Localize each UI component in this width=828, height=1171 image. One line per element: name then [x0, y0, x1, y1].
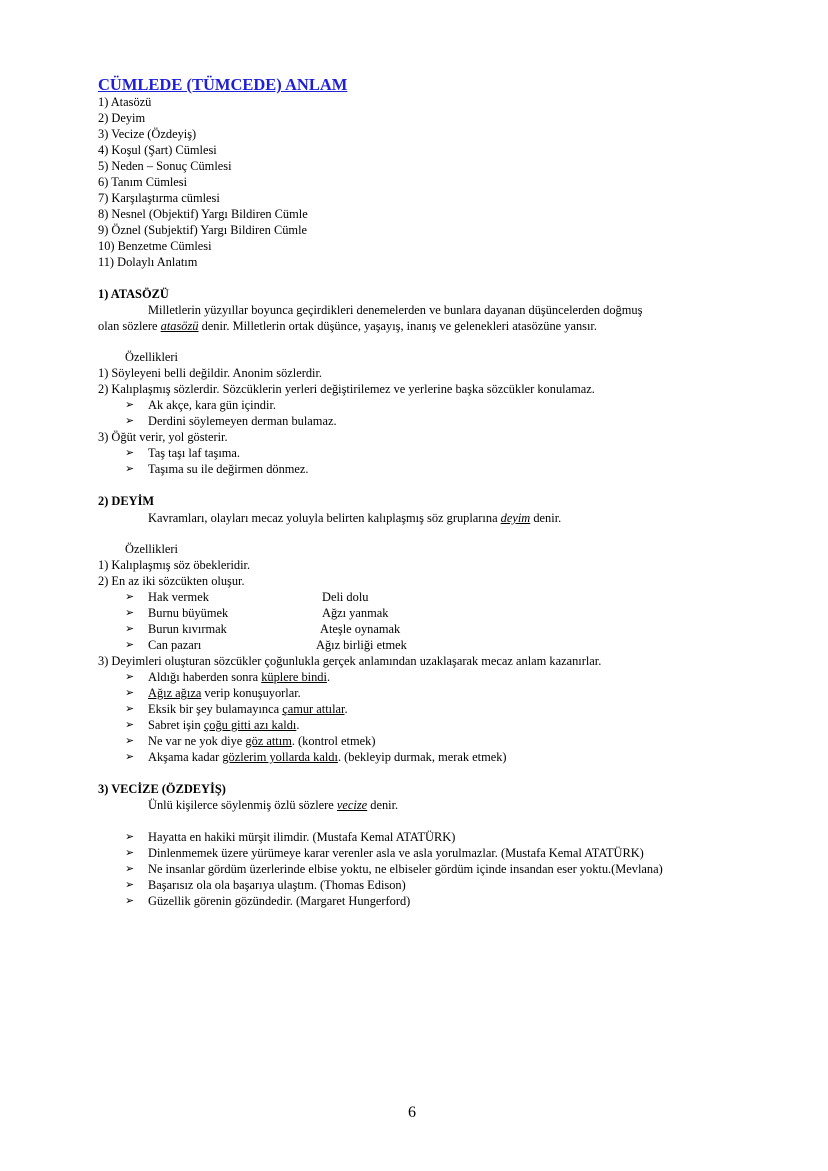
toc-item: 6) Tanım Cümlesi — [98, 175, 188, 189]
text: olan sözlere — [98, 319, 161, 333]
example-item: Taşıma su ile değirmen dönmez. — [148, 462, 309, 476]
toc-item: 2) Deyim — [98, 111, 146, 125]
example-item: Derdini söylemeyen derman bulamaz. — [148, 414, 337, 428]
text: Aldığı haberden sonra — [148, 670, 262, 684]
section-heading-deyim: 2) DEYİM — [98, 494, 155, 508]
section-heading-vecize: 3) VECİZE (ÖZDEYİŞ) — [98, 782, 226, 796]
toc-item: 3) Vecize (Özdeyiş) — [98, 127, 197, 141]
text: Kavramları, olayları mecaz yoluyla belirten kalıplaşmış söz gruplarına — [148, 511, 501, 525]
toc-item: 4) Koşul (Şart) Cümlesi — [98, 143, 217, 157]
example-item: Ak akçe, kara gün içindir. — [148, 398, 276, 412]
bullet-arrow-icon: ➢ — [125, 447, 135, 459]
text: Sabret işin — [148, 718, 204, 732]
feature-item: 3) Deyimleri oluşturan sözcükler çoğunlukla gerçek anlamından uzaklaşarak mecaz anlam kazanırlar. — [98, 654, 602, 668]
bullet-arrow-icon: ➢ — [125, 399, 135, 411]
section-heading-atasozu: 1) ATASÖZÜ — [98, 287, 169, 301]
page-number: 6 — [408, 1104, 416, 1121]
idiom-sentence — [148, 750, 507, 765]
feature-item: 2) En az iki sözcükten oluşur. — [98, 574, 245, 588]
quote-item: Dinlenmemek üzere yürümeye karar verenler asla ve asla yorulmazlar. (Mustafa Kemal ATATÜRK) — [148, 846, 644, 860]
idiom-sentence — [148, 718, 299, 733]
feature-item: 1) Söyleyeni belli değildir. Anonim sözlerdir. — [98, 366, 323, 380]
text: denir. — [530, 511, 562, 525]
bullet-arrow-icon: ➢ — [125, 607, 135, 619]
bullet-arrow-icon: ➢ — [125, 879, 135, 891]
text: Eksik bir şey bulamayınca — [148, 702, 283, 716]
bullet-arrow-icon: ➢ — [125, 671, 135, 683]
vecize-definition — [148, 798, 398, 813]
bullet-arrow-icon: ➢ — [125, 735, 135, 747]
text: Ne var ne yok diye — [148, 734, 246, 748]
deyim-definition — [148, 511, 561, 526]
quote-item: Başarısız ola ola başarıya ulaştım. (Thomas Edison) — [148, 878, 406, 892]
toc-item: 5) Neden – Sonuç Cümlesi — [98, 159, 232, 173]
bullet-arrow-icon: ➢ — [125, 415, 135, 427]
feature-item: 1) Kalıplaşmış söz öbekleridir. — [98, 558, 251, 572]
bullet-arrow-icon: ➢ — [125, 719, 135, 731]
term-atasozu: atasözü — [160, 319, 199, 333]
quote-item: Hayatta en hakiki mürşit ilimdir. (Mustafa Kemal ATATÜRK) — [148, 830, 456, 844]
page-title: CÜMLEDE (TÜMCEDE) ANLAM — [98, 75, 348, 94]
bullet-arrow-icon: ➢ — [125, 895, 135, 907]
bullet-arrow-icon: ➢ — [125, 703, 135, 715]
idiom-example: Burnu büyümek — [148, 606, 229, 620]
bullet-arrow-icon: ➢ — [125, 639, 135, 651]
underlined-idiom: çoğu gitti azı kaldı — [203, 718, 297, 732]
bullet-arrow-icon: ➢ — [125, 863, 135, 875]
feature-item: 2) Kalıplaşmış sözlerdir. Sözcüklerin yerleri değiştirilemez ve yerlerine başka sözcükler konulamaz. — [98, 382, 595, 396]
underlined-idiom: çamur attılar — [282, 702, 345, 716]
bullet-arrow-icon: ➢ — [125, 623, 135, 635]
idiom-example: Burun kıvırmak — [148, 622, 227, 636]
idiom-example: Ateşle oynamak — [320, 622, 401, 636]
text: denir. Milletlerin ortak düşünce, yaşayış, inanış ve gelenekleri atasözüne yansır. — [198, 319, 597, 333]
text: . — [326, 670, 331, 684]
features-label: Özellikleri — [125, 350, 178, 364]
bullet-arrow-icon: ➢ — [125, 847, 135, 859]
atasozu-definition-line1: Milletlerin yüzyıllar boyunca geçirdikleri denemelerden ve bunlara dayanan düşüncelerden doğmuş — [148, 303, 643, 317]
example-item: Taş taşı laf taşıma. — [148, 446, 241, 460]
text: verip konuşuyorlar. — [201, 686, 301, 700]
toc-item: 10) Benzetme Cümlesi — [98, 239, 212, 253]
text: . — [344, 702, 348, 716]
underlined-idiom: gözlerim yollarda kaldı — [222, 750, 338, 764]
toc-item: 7) Karşılaştırma cümlesi — [98, 191, 220, 205]
underlined-idiom: göz attım — [245, 734, 292, 748]
text: . (bekleyip durmak, merak etmek) — [337, 750, 507, 764]
text: . — [296, 718, 300, 732]
text: Ünlü kişilerce söylenmiş özlü sözlere — [148, 798, 337, 812]
idiom-sentence — [148, 686, 301, 701]
toc-item: 1) Atasözü — [98, 95, 152, 109]
underlined-idiom: Ağız ağıza — [148, 686, 202, 700]
idiom-example: Ağız birliği etmek — [316, 638, 407, 652]
text: denir. — [367, 798, 399, 812]
features-label: Özellikleri — [125, 542, 178, 556]
quote-item: Güzellik görenin gözündedir. (Margaret Hungerford) — [148, 894, 411, 908]
quote-item: Ne insanlar gördüm üzerlerinde elbise yoktu, ne elbiseler gördüm içinde insandan eser yoktu.(Mevlana) — [148, 862, 663, 876]
text: . (kontrol etmek) — [291, 734, 376, 748]
text: Akşama kadar — [148, 750, 223, 764]
bullet-arrow-icon: ➢ — [125, 687, 135, 699]
atasozu-definition-line2 — [98, 319, 597, 334]
bullet-arrow-icon: ➢ — [125, 591, 135, 603]
idiom-example: Hak vermek — [148, 590, 209, 604]
term-deyim: deyim — [500, 511, 531, 525]
toc-item: 11) Dolaylı Anlatım — [98, 255, 198, 269]
idiom-example: Ağzı yanmak — [322, 606, 389, 620]
term-vecize: vecize — [336, 798, 368, 812]
bullet-arrow-icon: ➢ — [125, 831, 135, 843]
feature-item: 3) Öğüt verir, yol gösterir. — [98, 430, 228, 444]
bullet-arrow-icon: ➢ — [125, 463, 135, 475]
idiom-sentence — [148, 670, 330, 685]
underlined-idiom: küplere bindi — [261, 670, 327, 684]
toc-item: 8) Nesnel (Objektif) Yargı Bildiren Cümle — [98, 207, 308, 221]
bullet-arrow-icon: ➢ — [125, 751, 135, 763]
idiom-example: Can pazarı — [148, 638, 202, 652]
idiom-sentence — [148, 702, 348, 717]
toc-item: 9) Öznel (Subjektif) Yargı Bildiren Cümle — [98, 223, 308, 237]
idiom-example: Deli dolu — [322, 590, 369, 604]
idiom-sentence — [148, 734, 375, 749]
